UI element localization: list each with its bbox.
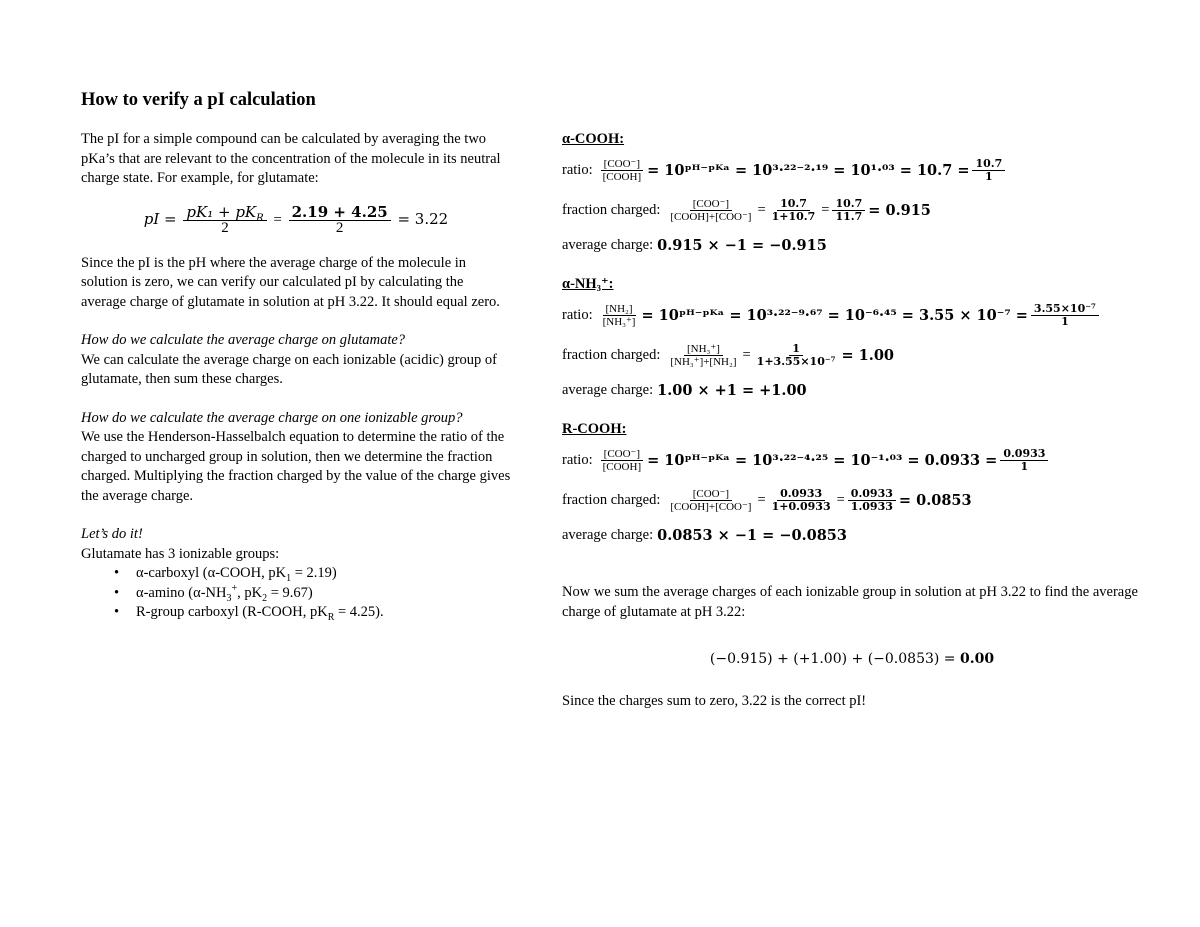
sum-equation: (−0.915) + (+1.00) + (−0.0853) = 0.00	[709, 651, 995, 667]
verification-paragraph: Since the pI is the pH where the average charge of the molecule in solution is zero, we can verify our calculated pI by calculating the average charge of glutamate in solution at pH 3.22. It should equal zero.	[81, 254, 500, 310]
groups-intro: Glutamate has 3 ionizable groups:	[81, 545, 280, 562]
lets-do-it: Let’s do it!	[81, 526, 143, 542]
alpha-nh3-heading: α-NH₃⁺:	[562, 276, 614, 292]
alpha-nh3-fraction: fraction charged: $\frac{\text{[NH₃⁺]}}{\text{[NH₃⁺]+[NH₂]}}$ = $\frac{1}{\text{1+3.55×10⁻⁷}}$ = 1.00	[562, 342, 894, 368]
ionizable-groups-list	[81, 564, 511, 623]
alpha-nh3-ratio: ratio: $\frac{\text{[NH₂]}}{\text{[NH₃⁺]}}$ = 10ᵖᴴ⁻ᵖᴷᵃ = 10³·²²⁻⁹·⁶⁷ = 10⁻⁶·⁴⁵ = 3.55 × 10⁻⁷ = $\frac{\text{3.55×10⁻⁷}}{1}$	[562, 301, 1142, 331]
r-cooh-average: average charge: 0.0853 × −1 = −0.0853	[562, 526, 847, 544]
alpha-nh3-section	[562, 275, 1142, 400]
alpha-nh3-average: average charge: 1.00 × +1 = +1.00	[562, 381, 807, 399]
answer-2: We use the Henderson-Hasselbalch equation to determine the ratio of the charged to uncharged group in solution, then we determine the fraction charged. Multiplying the fraction charged by the value of the charge gives the average charge.	[81, 429, 511, 504]
left-column	[81, 88, 511, 623]
answer-1: We can calculate the average charge on each ionizable (acidic) group of glutamate, then sum these charges.	[81, 351, 498, 387]
r-cooh-ratio: ratio: $\frac{\text{[COO⁻]}}{\text{[COOH]}}$ = 10ᵖᴴ⁻ᵖᴷᵃ = 10³·²²⁻⁴·²⁵ = 10⁻¹·⁰³ = 0.0933 = $\frac{0.0933}{1}$	[562, 446, 1142, 476]
alpha-cooh-section	[562, 130, 1142, 255]
list-item: • α-carboxyl (α-COOH, $pK_1 = 2.19$)	[136, 564, 511, 584]
pi-fraction-symbolic: $\frac{pK_1 + pK_R}{2}$	[183, 205, 266, 236]
question-2: How do we calculate the average charge on one ionizable group?	[81, 409, 463, 426]
right-column	[562, 130, 1142, 711]
alpha-cooh-ratio: ratio: $\frac{\text{[COO⁻]}}{\text{[COOH]}}$ = 10ᵖᴴ⁻ᵖᴷᵃ = 10³·²²⁻²·¹⁹ = 10¹·⁰³ = 10.7 = $\frac{10.7}{1}$	[562, 156, 1142, 186]
list-item: • α-amino ($\alpha-NH_3^+$, $pK_2 = 9.67$)	[136, 584, 511, 604]
question-1: How do we calculate the average charge on glutamate?	[81, 332, 406, 348]
sum-intro: Now we sum the average charges of each ionizable group in solution at pH 3.22 to find the average charge of glutamate at pH 3.22:	[562, 584, 1138, 620]
r-cooh-section	[562, 420, 1142, 545]
alpha-cooh-fraction: fraction charged: $\frac{\text{[COO⁻]}}{\text{[COOH]+[COO⁻]}}$ = $\frac{10.7}{1+10.7}$ = $\frac{10.7}{11.7}$ = 0.915	[562, 197, 931, 223]
list-item: • R-group carboxyl (R-COOH, $pK_R = 4.25$).	[136, 603, 511, 623]
pi-equation: pI = $\frac{pK_1 + pK_R}{2}$ = $\frac{2.19 + 4.25}{2}$ = 3.22	[143, 202, 449, 236]
pi-fraction-numeric: $\frac{2.19 + 4.25}{2}$	[289, 205, 391, 236]
alpha-cooh-average: average charge: 0.915 × −1 = −0.915	[562, 236, 827, 254]
conclusion: Since the charges sum to zero, 3.22 is the correct pI!	[562, 692, 867, 709]
r-cooh-fraction: fraction charged: $\frac{\text{[COO⁻]}}{\text{[COOH]+[COO⁻]}}$ = $\frac{0.0933}{1+0.0933}$ = $\frac{0.0933}{1.0933}$ = 0.0853	[562, 487, 972, 513]
page-title: How to verify a pI calculation	[81, 90, 316, 110]
intro-paragraph: The pI for a simple compound can be calculated by averaging the two pKa’s that are relevant to the concentration of the molecule in its neutral charge state. For example, for glutamate:	[81, 131, 501, 186]
r-cooh-heading: R-COOH:	[562, 421, 627, 437]
alpha-cooh-heading: α-COOH:	[562, 131, 625, 147]
